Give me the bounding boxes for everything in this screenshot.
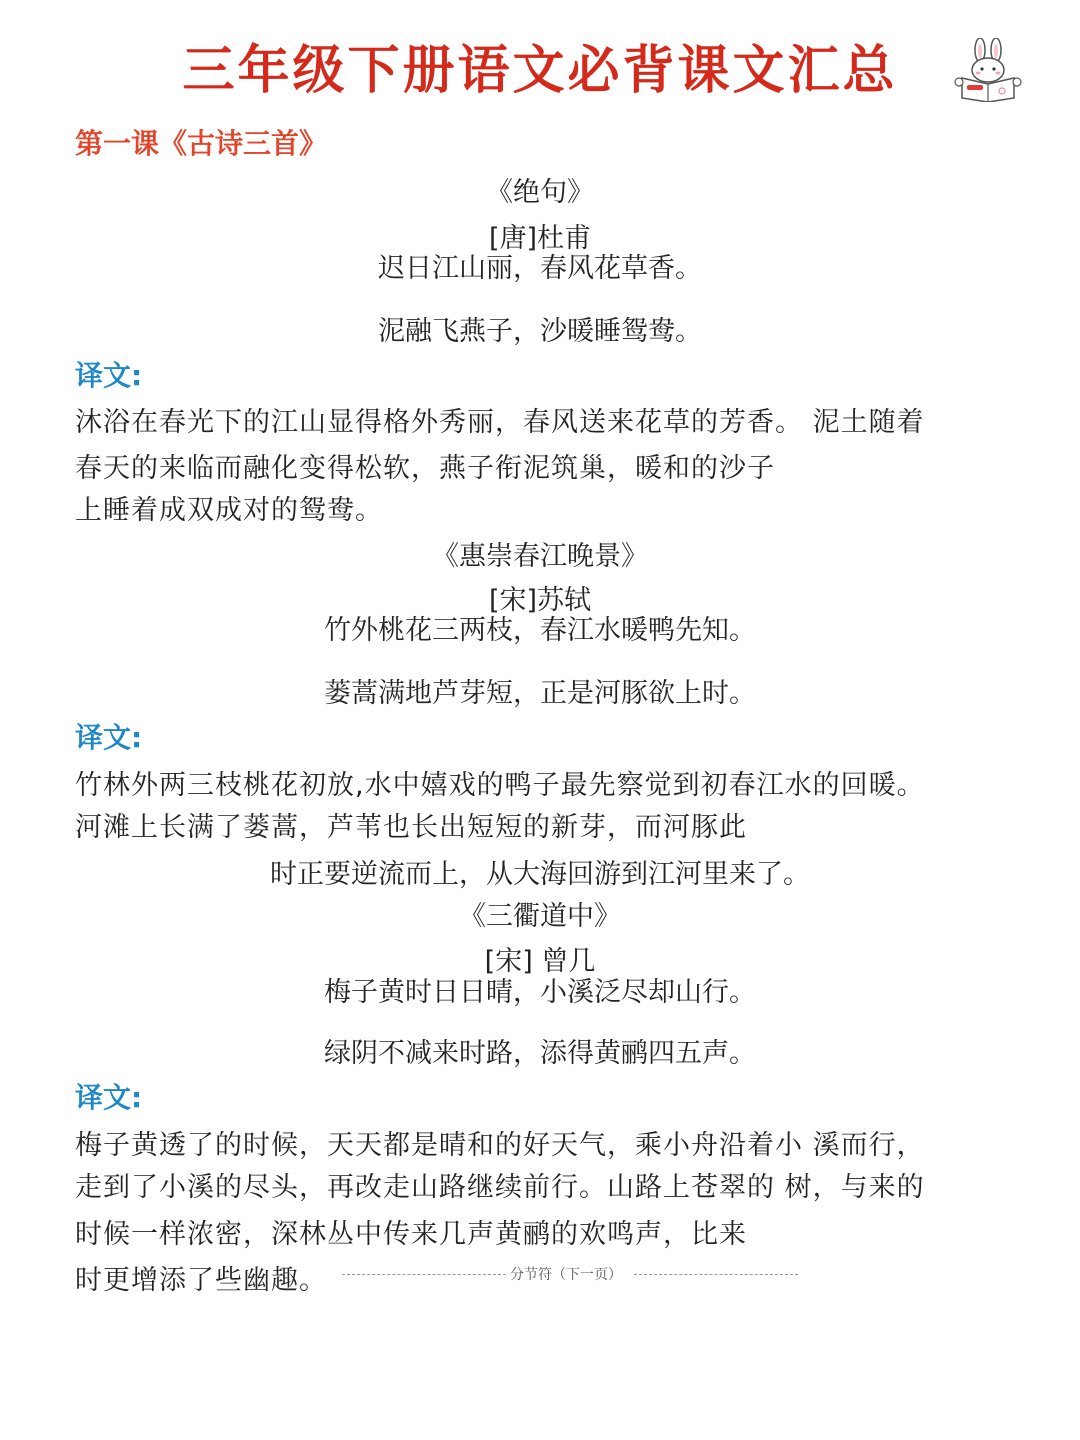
poem-author: [宋]苏轼 bbox=[488, 585, 592, 616]
translation-line: 河滩上长满了蒌蒿，芦苇也长出短短的新芽，而河豚此 bbox=[75, 812, 747, 843]
poem-author: [宋] 曾几 bbox=[484, 946, 596, 977]
poem-line: 迟日江山丽，春风花草香。 bbox=[378, 253, 702, 284]
poem-author: [唐]杜甫 bbox=[488, 223, 592, 254]
translation-line: 时正要逆流而上，从大海回游到江河里来了。 bbox=[270, 859, 810, 890]
poem-title: 《绝句》 bbox=[486, 177, 594, 208]
poem-line: 竹外桃花三两枝，春江水暖鸭先知。 bbox=[324, 615, 756, 646]
divider-line-left bbox=[342, 1274, 506, 1275]
translation-label: 译文: bbox=[75, 1081, 143, 1114]
poem-line: 绿阴不减来时路，添得黄鹂四五声。 bbox=[324, 1038, 756, 1069]
poem-title: 《三衢道中》 bbox=[459, 901, 621, 932]
lesson-heading: 第一课《古诗三首》 bbox=[75, 127, 328, 160]
page-title: 三年级下册语文必背课文汇总 bbox=[182, 41, 898, 101]
section-break-label: 分节符（下一页） bbox=[506, 1264, 626, 1284]
translation-line: 春天的来临而融化变得松软，燕子衔泥筑巢，暖和的沙子 bbox=[75, 453, 775, 484]
translation-line: 上睡着成双成对的鸳鸯。 bbox=[75, 495, 383, 526]
divider-line-right bbox=[634, 1274, 798, 1275]
translation-line: 走到了小溪的尽头，再改走山路继续前行。山路上苍翠的 树，与来的 bbox=[75, 1172, 925, 1203]
rabbit-reading-icon bbox=[950, 38, 1028, 102]
translation-line: 时候一样浓密，深林丛中传来几声黄鹂的欢鸣声，比来 bbox=[75, 1219, 747, 1250]
poem-line: 泥融飞燕子，沙暖睡鸳鸯。 bbox=[378, 316, 702, 347]
translation-label: 译文: bbox=[75, 359, 143, 392]
translation-line: 梅子黄透了的时候，天天都是晴和的好天气，乘小舟沿着小 溪而行， bbox=[75, 1130, 925, 1161]
poem-line: 梅子黄时日日晴，小溪泛尽却山行。 bbox=[324, 977, 756, 1008]
translation-line: 沐浴在春光下的江山显得格外秀丽，春风送来花草的芳香。 泥土随着 bbox=[75, 407, 925, 438]
translation-label: 译文: bbox=[75, 721, 143, 754]
poem-line: 蒌蒿满地芦芽短，正是河豚欲上时。 bbox=[324, 678, 756, 709]
translation-line: 竹林外两三枝桃花初放,水中嬉戏的鸭子最先察觉到初春江水的回暖。 bbox=[75, 770, 925, 801]
translation-line: 时更增添了些幽趣。 bbox=[75, 1265, 327, 1296]
poem-title: 《惠崇春江晚景》 bbox=[432, 541, 648, 572]
section-break bbox=[342, 1264, 798, 1284]
